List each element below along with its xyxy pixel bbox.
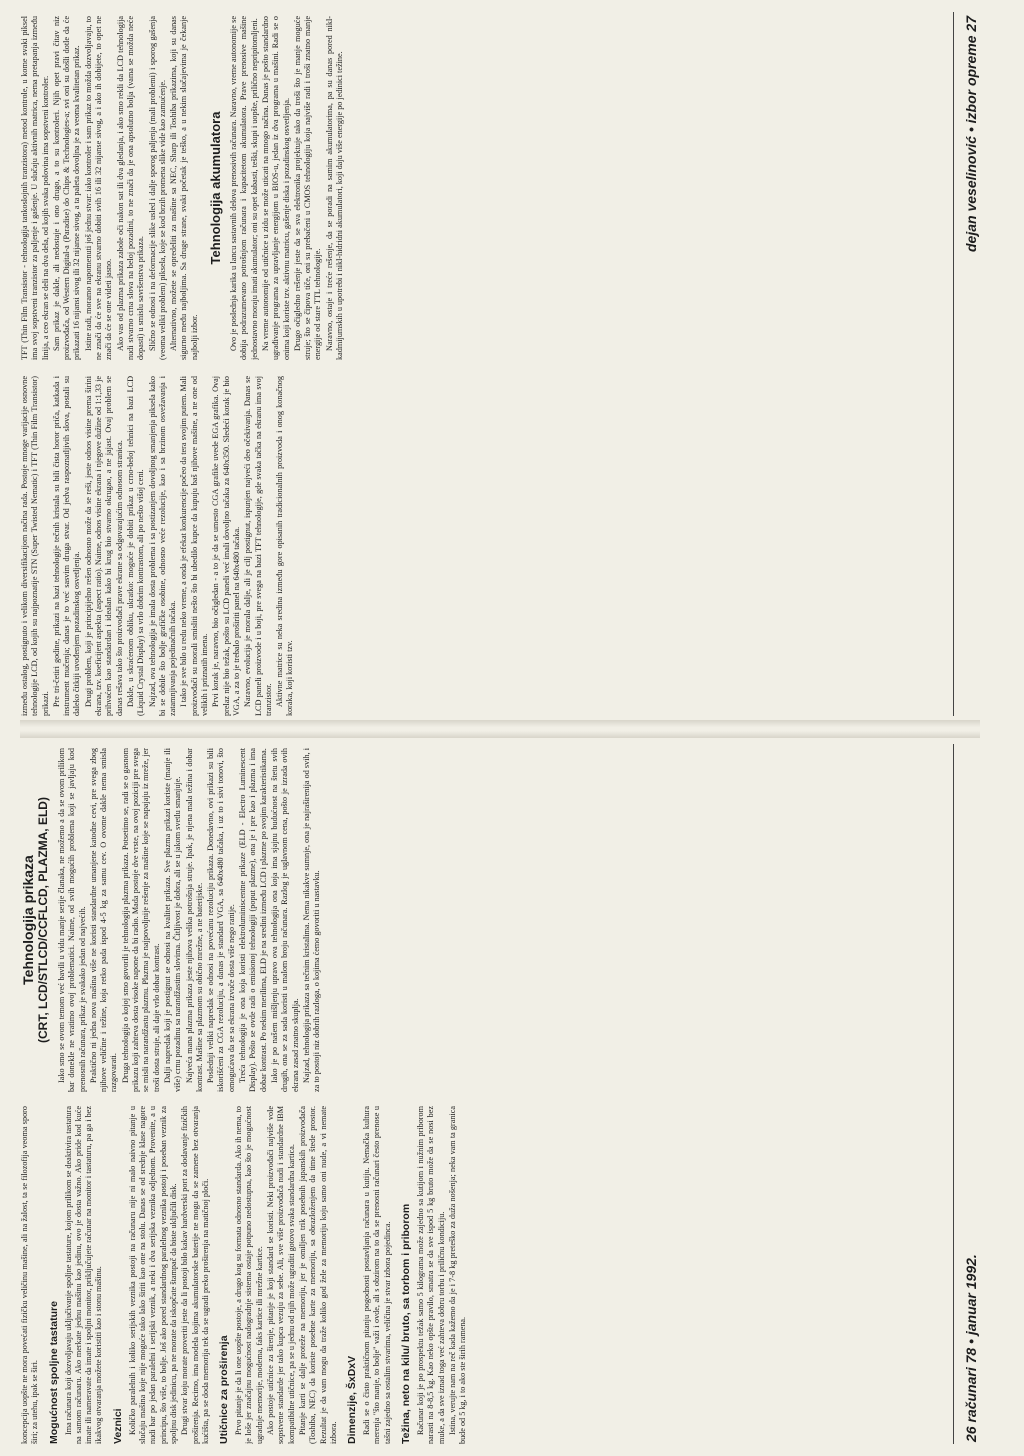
article-title-sub: (CRT, LCD/STLCD/CCFLCD, PLAZMA, ELD): [36, 797, 50, 1043]
body-paragraph: Slično se odnosi i na deformacije slike usled i dalje sporog paljenja (mali problemi) i sporog gašenja (veoma veliki problem) piksela, koje se kod brzih promena slike vide kao zamućenje.: [147, 16, 167, 360]
section-title: Tehnologija akumulatora: [208, 111, 224, 265]
body-paragraph: Količko paralelnih i koliko serijskih veznika postoji na računaru nije ni malo naivno pitanje u slučaju mašina koje nije moguće tako lako širiti kao one na stolu. Danas se od srednje klase nagore nudi bar po jedan paralelni i serijski veznik, a neki i dva serijska veznika odjednom. Provenite, a u principu, što više, to bolje. Još ako pored standardnog paralelnog veznika postoji i poseban veznik za spoljnu disk jedinicu, pa ne morate da iskopčate štampač da biste uključili disk.: [127, 1106, 178, 1444]
section-heading: Veznici: [111, 1408, 124, 1444]
body-paragraph: Najzad, ova tehnologija je imala dosta problema i sa postizanjem dovoljnog smanjenja piksela kako bi se dobile što bolje grafičke osobine, odnosno veće rezolucije, kao i sa brzinom osvežavanja i zatamnjivanja pojedinačnih tačaka.: [147, 376, 178, 716]
magazine-spread: [20, 12, 982, 1444]
left-footer-rule: [953, 744, 954, 1444]
body-paragraph: Drugi problem, koji je principijelno rešen odnosno može da se reši, jeste odnos visine prema širini ekrana, tzv. koeficijent aspekta (aspect ratio). Naime, odnos visine ekrana i njegove dužine od 1:1,33 je prihvaćen kao standardan i idealan kako bi krug bio stvarno okrugao, a ne jajast. Ovaj problem se danas rešava tako što proizvođači prave ekrane sa odgovarajućim odnosom stranica.: [83, 376, 124, 716]
left-column-1: [20, 1106, 950, 1444]
body-paragraph: Prvi korak je, naravno, bio očigledan - a to je da se umesto CGA grafike uvede EGA grafika. Ovaj prelaz nije bio težak, pošto su LCD paneli već imali dovoljno tačaka za 640x350. Sledeći korak je bio VGA, a za to je trebalo proširiti panel na 640x480 tačaka.: [211, 376, 241, 716]
body-paragraph: Najzad, tehnologija prikaza sa tečnim kristalima. Nema nikakve sumnje, ona je najraširenija od svih, i za to postoji niz dobrih razloga, o kojima ćemo govoriti u nastavku.: [301, 748, 322, 1092]
body-paragraph: Drugo očigledno rešenje jeste da se sva elektronika projektuje tako da troši što je manje moguće struje; što se čipova tiče, oni su prebačeni u CMOS tehnologiju koja najviše radi i troši znatno manje energije od stare TTL tehnologije.: [292, 16, 323, 360]
body-paragraph: Istine radi, moramo napomenuti još jednu stvar: iako kontroler i sam prikaz to možda dozvoljavaju, to ne znači da će sve na ekranu stvarno dobiti svih 16 ili 32 nijanse sivog, a i ako ih dobijete, to opet ne znači da će se one videti jasno.: [83, 16, 114, 360]
body-paragraph: Ako postoje utičnice za širenje, pitanje je koji standard se koristi. Neki proizvođači najviše vole sopstvene standarde jer tako kupca vezuju za sebe. Ali, sve više proizvođača nudi i standardne IBM kompatibilne utičnice, pa se u jednu od njih može ugraditi gotovo svaka standardna kartica.: [266, 1106, 296, 1444]
article-title-main: Tehnologija prikaza: [20, 855, 36, 985]
right-page: [20, 12, 950, 716]
body-paragraph: Istina, verujte nam na reč kada kažemo da je i 7-8 kg preteško za duža nošenja; neka vam ta granica bude od 5 kg, i to ako ste širih ramena.: [447, 1106, 468, 1444]
body-paragraph: Ima računara koji dozvoljavaju uključivanje spoljne tastature, kojom prilikom se deaktivira tastatura na samom računaru. Ako merkate jednu mašinu kao jedinu, ovo je dosta važno. Ako pride kod kuće imate ili nameravate da imate i spoljni monitor, priključujete računar na monitor i tastaturu, pa ga i bez ikakvog otvaranja možete koristiti kao i stonu mašinu.: [63, 1106, 104, 1444]
right-column-2: [20, 16, 950, 360]
body-paragraph: Treća tehnologija je ona koja koristi elektroluminiscentne prikaze (ELD - Electro Luminescent Display). Pošto se ovde radi o emisionoj tehnologiji (poput plazme), ona je i pre kao i plazma i ima dobar kontrast. Po nekim merilima, ELD je na sredini između LCD i plazme po svojim karakteristikama.: [238, 748, 268, 1092]
body-paragraph: Iako je po našem mišljenju upravo ova tehnologija ona koja ima sjajnu budućnost na štetu svih drugih, ona se za sada koristi u malom broju računara. Razlog je uglavnom cena, pošto je izrada ovih ekrana zasad znatno skuplja.: [269, 748, 300, 1092]
section-heading: Mogućnost spoljne tastature: [47, 1301, 60, 1444]
body-paragraph: Druga tehnologija o kojoj smo govorili je tehnologija plazma prikaza. Potsetimo se, radi se o gasnom prikazu koji zahteva dosta visoke napone da bi radio. Mada postoje dve vrste, na ovoj poziciji pre svega se misli na narandžastu plazmu. Plazma je najpovoljnije rešenje za mašine koje se napajaju iz mreže, jer troši dosta struje, ali daje vrlo dobar kontrast.: [120, 748, 161, 1092]
body-paragraph: Pitanje karti se dalje proteže na memoriju, jer je omiljen trik posebnih japanskih proizvođača (Toshiba, NEC) da koriste posebne karte za memoriju, sa obrazloženjem da time štede prostor. Rezultat je da vam mogu da traže koliko god žele za memoriju koju samo oni nude, a vi nemate izbora.: [297, 1106, 338, 1444]
body-paragraph: I tako je sve bilo u redu neko vreme, a onda je efekat konkurencije počeo da tera svojim putem. Mali proizvođači su morali smisliti nešto što bi ubedilo kupce da kupuju baš njihove mašine, a ne one od velikih i priznatih imena.: [179, 376, 210, 716]
left-page-footer: 26 računari 78 • januar 1992.: [963, 1254, 979, 1442]
body-paragraph: Dakle, u skraćenom obliku, ukratko: moguće je dobiti prikaz u crno-beloj tehnici na bazi LCD (Liquid Crystal Display) sa vrlo dobrim kontrastom, ali po nešto višoj ceni.: [125, 376, 146, 716]
left-column-2: [20, 748, 950, 1092]
body-paragraph: Aktivne matrice su neka sredina između gore opisanih tradicionalnih proizvoda i onog konačnog koraka, koji koristi tzv.: [275, 376, 295, 716]
page-gutter: [20, 720, 980, 738]
body-paragraph: Dalji napredak koji je postignut se odnosi na kvalitet prikaza. Sve plazma prikazi koriste (manje ili više) crnu pozadinu sa narandžastim slovima. Čitljivost je dobra, ali se u jakom svetlu smanjuje.: [162, 748, 183, 1092]
article-title: [20, 748, 51, 1092]
body-paragraph: Poslednji veliki napredak se odnosi na povećanu rezoluciju prikaza. Donedavno, ovi prikazi su bili iskorišćeni za CGA rezoluciju, a danas je standard VGA, sa 640x480 tačaka, i uz to i sivi tonovi, što omogućava da se sa ekrana izvuče dosta više nego ranije.: [206, 748, 236, 1092]
body-paragraph: Prvo pitanje je da li one uopšte postoje, a drugo kog su formata odnosno standarda. Ako ih nema, to je loše jer značajnu mogućnost nadogradnje sistema ostaje potpuno nedostupna, kao što je mogućnost ugradnje memorije, modema, faks kartice ili mrežne kartice.: [234, 1106, 264, 1444]
body-paragraph: Na vreme autonomije od utičnice u zidu se može uticati na mnogo načina. Danas je pošto standardno ugrađivanje programa za upravljanje energijom u BIOS-u, jedan iz dva programa u mašini. Radi se o onima koji koriste tzv. aktivnu matricu, gašenje diska i pozadinskog osvetljenja.: [260, 16, 291, 360]
body-paragraph: TFT (Thin Film Transistor - tehnologija tankoslojnih tranzistora) metod kontrole, u kome svaki piksel ima svoj sopstveni tranzistor za paljenje i gašenje. U slučaju aktivnih matrica, nema pretapanja između linija, a ceo ekran se deli na dva dela, od kojih svaka polovina ima sopstveni kontroler.: [20, 16, 50, 360]
body-paragraph: Ako vas od plazma prikaza zabole oči nakon sat ili dva gledanja, i ako smo rekli da LCD tehnologija nudi stvarno crna slova na beloj pozadini, to ne znači da je ona apsolutno bolja (vama se možda neće dopasti) u smislu savršenstva prikaza.: [115, 16, 146, 360]
body-paragraph: Alternativno, možete se opredeliti za mašine sa NEC, Sharp ili Toshiba prikazima, koji su danas sigurno među najboljima. Sa druge strane, svaki početak je teško, a u nekim slučajevima je čekanje najbolji izbor.: [169, 16, 199, 360]
body-paragraph: Iako smo se ovom temom već bavili u vidu manje serije članaka, ne možemo a da se ovom prilikom bar donekle ne vratimo ovoj problematici. Naime, od svih mogućih problema koji se javljaju kod prenosnih računara, prikaz je svakako jedan od najvećih.: [57, 748, 87, 1092]
body-paragraph: Drugi stvar koju morate proveriti jeste da li postoji bilo kakav hardverski port za dodavanje fizičkih proširenja. Recimo, ima modela kojima akumulatorske baterije ne mogu da se zamene bez otvaranja kućišta, pa se doda memorija tek da se ugradi preko proširenja na matičnoj ploči.: [180, 1106, 210, 1444]
body-paragraph: Ovo je poslednja karika u lancu sastavnih delova prenosivih računara. Naravno, vreme autonomije se dobija podrazumevano potrošnjom računara i kapacitetom akumulatora. Prave prenosive mašine jednostavno moraju imati akumulator; oni su opet kabasti, teški, skupi i uopšte, prilično nepripitomljeni.: [229, 16, 259, 360]
right-column-1: [20, 376, 950, 716]
body-paragraph: Radi se o čisto praktičnom pitanju pogodnosti postavljanja računara u kutiju. Nemačka kultura merenja "što manje, to bolje" važi i ovde, ali s obzirom na to da se prenosni računari često prenose u tašni zajedno sa ostalim stvarima, veličina je stvar izbora pojedinca.: [362, 1106, 392, 1444]
left-page: [20, 744, 950, 1444]
body-paragraph: između ostalog, postignuto i velikom diversifikacijom načina rada. Postoje mnoge varijacije osnovne tehnologije LCD, od kojih su najpoznatije STN (Super Twisted Nematic) i TFT (Thin Film Transistor) prikazi.: [20, 376, 50, 716]
body-paragraph: Praktično ni jedna nova mašina više ne koristi standardne umanjene katodne cevi, pre svega zbog njihove veličine i težine, koja retko pada ispod 4-5 kg za samu cev. O ovome dakle nema smisla razgovarati.: [88, 748, 119, 1092]
right-footer-rule: [953, 12, 954, 716]
body-paragraph: Naravno, evolucija je morala dalje, ali je cilj postignut, ispunjen najveći deo očekivanja. Danas se LCD paneli proizvode i u boji, pre svega na bazi TFT tehnologije, gde svaka tačka na ekranu ima svoj tranzistor.: [243, 376, 273, 716]
body-paragraph: Sam prikaz je dakle, ali nedostaje i ono drugo, a to su kontroleri. Njih opet pravi čitav niz proizvođača, od Western Digital-a (Paradise) do Chips & Technologies-a; svi oni su došli dotle da će prikazati 16 nijansi sivog ili 32 nijanse sivog, a ta paleta dovoljna je za veoma kvalitetan prikaz.: [51, 16, 82, 360]
body-paragraph: Računar koji je po prospektu težak samo 5 kilograma može zajedno sa kutijom i nužnim priborom narasti na 8-8,5 kg. Kao neko opšte pravilo, smatra se da sve ispod 5 kg bruto može da se nosi bez muke, a da sve iznad toga već zahteva dobru torbu i priličnu kondiciju.: [416, 1106, 446, 1444]
body-paragraph: Najveća mana plazma prikaza jeste njihova velika potrošnja struje. Ipak, je njena mala težina i dobar kontrast. Mašine sa plazmom su obično mrežne, a ne baterijske.: [184, 748, 204, 1092]
section-heading: Utičnice za proširenja: [218, 1335, 231, 1444]
body-paragraph: Pre tri-četiri godine, prikazi na bazi tehnologije tečnih kristala su bili čista horor priča, katkada i instrument mučenja; danas je to već sasvim druga stvar. Od jedva raspoznatljivih slova, postali su daleko čitkiji uvođenjem pozadinskog osvetljenja.: [51, 376, 82, 716]
body-paragraph: koncepcija uopšte ne mora povećati fizičku veličinu mašine, ali na žalost, ta se filozofija veoma sporo širi; za utehu, ipak se širi.: [20, 1106, 40, 1444]
right-page-footer: dejan veselinović • izbor opreme 27: [963, 16, 979, 252]
body-paragraph: Naravno, ostaje i treće rešenje, da se poradi na samim akumulatorima, pa su danas pored nikl-kadmijumskih u upotrebi i nikl-hidridni akumulatori, koji daju više energije po jedinici težine.: [324, 16, 345, 360]
section-heading: Težina, neto na kilu/ bruto, sa torbom i priborom: [400, 1203, 413, 1444]
section-heading: Dimenzije, ŠxDxV: [346, 1355, 359, 1444]
